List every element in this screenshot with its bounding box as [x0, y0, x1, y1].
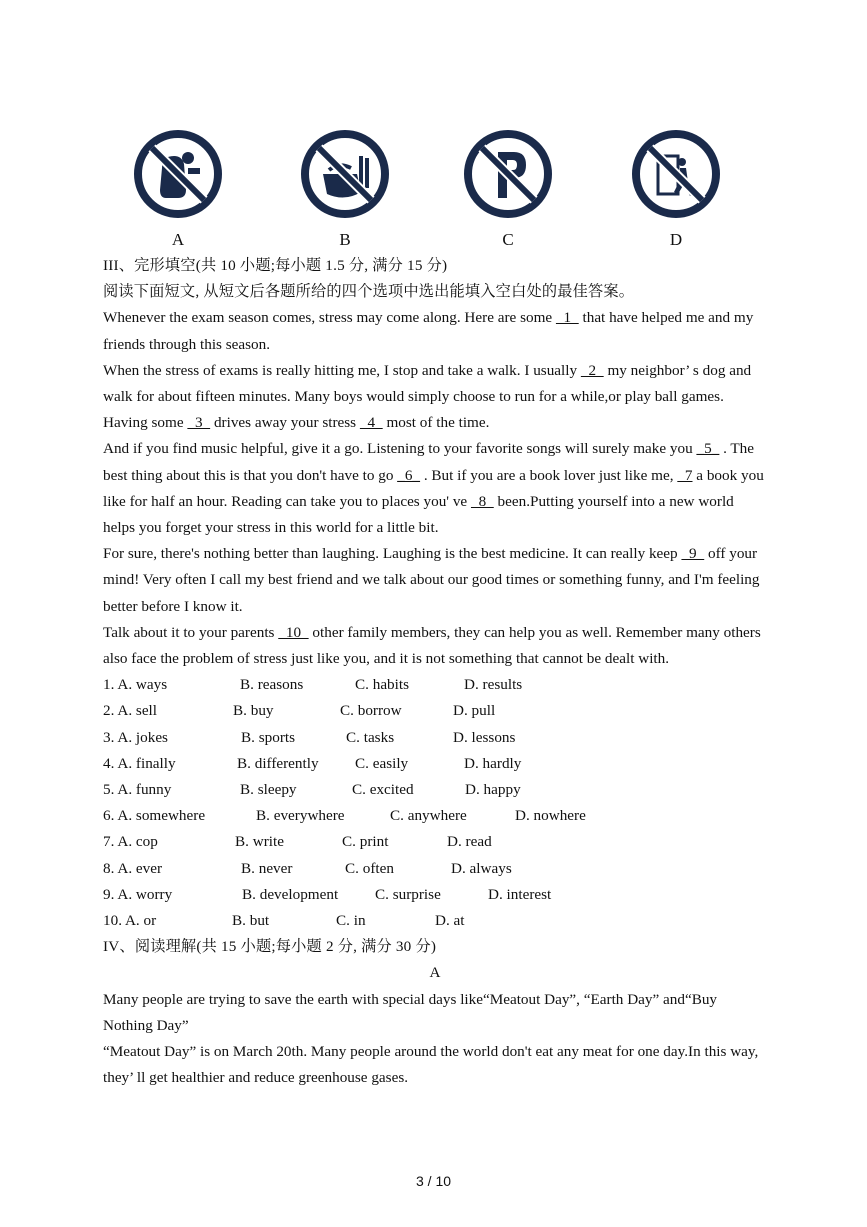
option-d: D. always [451, 859, 512, 877]
option-a: 8. A. ever [103, 859, 163, 877]
sign-label: B [339, 230, 351, 249]
option-b: B. sports [241, 728, 296, 746]
option-row [103, 908, 767, 934]
option-row [103, 803, 767, 829]
passage-text: most of the time. [382, 414, 490, 432]
option-c: C. print [342, 833, 389, 851]
option-c: C. excited [352, 781, 414, 799]
option-c: C. surprise [375, 885, 441, 903]
passage-text: a book you like for half an hour. Reading can take you to places you' ve [103, 466, 764, 510]
passage-text: And if you find music helpful, give it a go. Listening to your favorite songs will surely make you [103, 440, 697, 458]
sign-option-c [462, 128, 554, 250]
option-d: D. happy [465, 781, 521, 799]
option-a: 9. A. worry [103, 885, 173, 903]
blank-7: 7 [677, 466, 693, 484]
blank-3: 3 [187, 414, 211, 432]
passage-text: Talk about it to your parents [103, 623, 279, 641]
option-b: B. reasons [240, 676, 304, 694]
option-row [103, 725, 767, 751]
option-d: D. pull [453, 702, 496, 720]
option-c: C. borrow [340, 702, 402, 720]
option-b: B. everywhere [256, 807, 345, 825]
passage-text: been.Putting yourself into a new world helps you forget your stress in this world for a little bit. [103, 492, 734, 537]
document-body [103, 253, 767, 1092]
option-c: C. tasks [346, 728, 395, 746]
passage-text: that have helped me and my friends through this season. [103, 309, 754, 353]
option-a: 7. A. cop [103, 833, 158, 851]
passage-text: other family members, they can help you as well. Remember many others also face the problem of stress just like you, and it is not something that cannot be dealt with. [103, 623, 761, 668]
option-b: B. never [241, 859, 293, 877]
option-c: C. anywhere [390, 807, 467, 825]
section-4-title: IV、阅读理解(共 15 小题;每小题 2 分, 满分 30 分) [103, 938, 437, 956]
option-a: 4. A. finally [103, 754, 176, 772]
option-row [103, 751, 767, 777]
blank-2: 2 [580, 361, 604, 379]
option-d: D. nowhere [515, 807, 586, 825]
passage-text: Whenever the exam season comes, stress may come along. Here are some [103, 309, 556, 327]
no-food-icon [299, 128, 391, 220]
sign-label: A [171, 230, 185, 249]
passage-text: . The best thing about this is that you don't have to go [103, 440, 754, 484]
passage-text: When the stress of exams is really hitting me, I stop and take a walk. I usually [103, 361, 581, 379]
answer-options-list [103, 672, 767, 934]
passage-paragraph-5 [103, 620, 767, 672]
blank-4: 4 [359, 414, 383, 432]
option-c: C. easily [355, 754, 409, 772]
option-b: B. differently [237, 754, 319, 772]
option-a: 10. A. or [103, 912, 157, 930]
option-b: B. development [242, 885, 339, 903]
option-d: D. hardly [464, 754, 522, 772]
blank-6: _6_ [397, 466, 421, 484]
blank-5: _5_ [696, 440, 720, 458]
no-parking-icon [462, 128, 554, 220]
passage-text: drives away your stress [210, 414, 360, 432]
option-row [103, 856, 767, 882]
option-b: B. buy [233, 702, 274, 720]
option-a: 3. A. jokes [103, 728, 168, 746]
reading-part-label: A [429, 964, 441, 982]
option-b: B. write [235, 833, 284, 851]
section-3-title: III、完形填空(共 10 小题;每小题 1.5 分, 满分 15 分) [103, 257, 448, 274]
option-row [103, 777, 767, 803]
reading-paragraph-2: “Meatout Day” is on March 20th. Many people around the world don't eat any meat for one day.In this way, they’ ll get healthier and reduce greenhouse gases. [103, 1043, 759, 1087]
passage-text: off your mind! Very often I call my best friend and we talk about our good times or something funny, and I'm feeling better before I know it. [103, 545, 760, 615]
passage-text: my neighbor’ s dog and walk for about fifteen minutes. Many boys would simply choose to run for a while,or play ball games. Having some [103, 361, 752, 432]
sign-option-b [299, 128, 391, 250]
option-c: C. habits [355, 676, 410, 694]
sign-options-row [0, 128, 867, 253]
option-d: D. interest [488, 885, 552, 903]
sign-option-a [132, 128, 224, 250]
sign-option-d [630, 128, 722, 250]
option-c: C. in [336, 912, 366, 930]
passage-text: . But if you are a book lover just like me, [420, 466, 678, 484]
blank-1: 1 [555, 309, 579, 327]
option-a: 1. A. ways [103, 676, 168, 694]
blank-10: 10 [278, 623, 309, 641]
option-a: 5. A. funny [103, 781, 172, 799]
passage-paragraph-4 [103, 541, 767, 620]
option-d: D. results [464, 676, 523, 694]
no-entry-icon [630, 128, 722, 220]
passage-text: For sure, there's nothing better than laughing. Laughing is the best medicine. It can really keep [103, 545, 682, 563]
passage-paragraph-2 [103, 358, 767, 437]
option-row [103, 882, 767, 908]
sign-label: C [502, 230, 514, 249]
option-b: B. sleepy [240, 781, 297, 799]
sign-label: D [669, 230, 683, 249]
passage-paragraph-1 [103, 305, 767, 357]
option-d: D. lessons [453, 728, 516, 746]
passage-paragraph-3 [103, 436, 767, 541]
option-d: D. read [447, 833, 492, 851]
option-b: B. but [232, 912, 270, 930]
blank-8: 8 [470, 492, 494, 510]
option-c: C. often [345, 859, 394, 877]
option-d: D. at [435, 912, 465, 930]
option-row [103, 698, 767, 724]
option-row [103, 829, 767, 855]
section-3-instruction: 阅读下面短文, 从短文后各题所给的四个选项中选出能填入空白处的最佳答案。 [103, 283, 635, 301]
page-number: 3 / 10 [415, 1173, 452, 1189]
blank-9: 9 [681, 545, 705, 563]
reading-paragraph-1: Many people are trying to save the earth with special days like“Meatout Day”, “Earth Day” and“Buy Nothing Day” [103, 990, 718, 1034]
option-a: 2. A. sell [103, 702, 158, 720]
no-smoking-icon [132, 128, 224, 220]
option-a: 6. A. somewhere [103, 807, 206, 825]
option-row [103, 672, 767, 698]
